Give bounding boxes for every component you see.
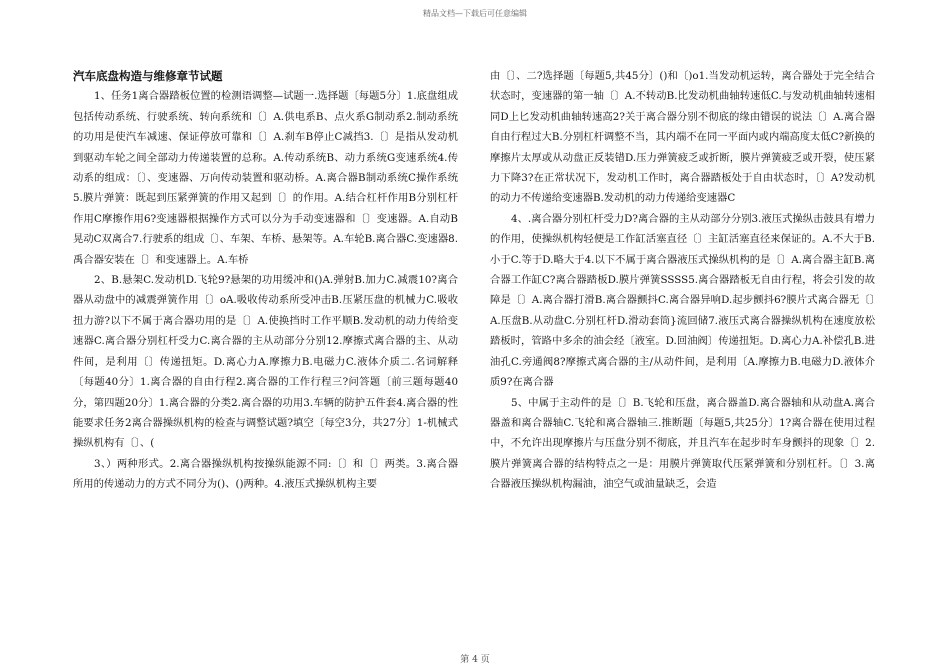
paragraph-5: 5、中属于主动件的是〔〕B.飞轮和压盘，离合器盖D.离合器轴和从动盘A.离合器盖和离合器轴C.飞轮和离合器轴三.推断题〔每题5,共25分〕1?离合器在使用过程中，不允许出现摩擦片与压盘分别不彻底，并且汽车在起步时车身颤抖的现象〔〕2.膜片弹簧离合器的结构特点之一是：用膜片弹簧取代压紧弹簧和分别杠杆。〔〕3.离合器液压操纵机构漏油，油空气或油量缺乏，会造 bbox=[490, 396, 875, 491]
paragraph-3: 3、）两种形式。2.离合器操纵机构按操纵能源不同:〔〕和〔〕两类。3.离合器所用的传递动力的方式不同分为()、()两种。4.液压式操纵机构主要 bbox=[73, 457, 458, 491]
right-column bbox=[490, 66, 875, 646]
paragraph-3-continued: 由〔〕、二?选择题〔每题5,共45分〕()和〔)o1.当发动机运转，离合器处于完全结合状态时，变速器的第一轴〔〕A.不转动B.比发动机曲轴转速低C.与发动机曲轴转速相同D上匕发动机曲轴转速高2?关于离合器分别不彻底的缘由错误的说法〔〕A.离合器自由行程过大B.分别杠杆调整不当，其内端不在同一平面内或内端高度太低C?新换的摩擦片太厚或从动盘正反装错D.压力弹簧疲乏或折断，膜片弹簧疲乏或开裂，使压紧力下降3?在正常状况下，发动机工作时，离合器踏板处于自由状态时，〔〕A?发动机的动力不传递给变速器B.发动机的动力传递给变速器C bbox=[490, 70, 875, 205]
paragraph-1: 1、任务1离合器踏板位置的检测语调整—试题一.选择题〔每题5分〕1.底盘组成包括传动系统、行驶系统、转向系统和〔〕A.供电系B、点火系G制动系2.制动系统的功用是使汽车减速、保证停放可靠和〔〕A.刹车B停止C减挡3.〔〕是指从发动机到驱动车轮之间全部动力传递装置的总称。A.传动系统B、动力系统G变速系统4.传动系的组成：〔〕、变速器、万向传动装置和驱动桥。A.离合器B制动系统C操作系统5.膜片弹簧：既起到压紧弹簧的作用又起到〔〕的作用。A.结合杠杆作用B分别杠杆作用C摩擦作用6?变速器根据操作方式可以分为手动变速器和〔〕变速器。A.自动B晃动C双离合7.行驶系的组成〔〕、车架、车桥、悬架等。A.车轮B.离合器C.变速器8.禹合器安装在〔〕和变速器上。A.车桥 bbox=[73, 90, 458, 266]
paragraph-4: 4、.离合器分别杠杆受力D?离合器的主从动部分分别3.液压式操纵击鼓具有增力的作用，使操纵机构轻便是工作缸活塞直径〔〕主缸活塞直径来保证的。A.不大于B.小于C.等于D.略大于4.以下不属于离合器液压式操纵机构的是〔〕A.离合器主缸B.离合器工作缸C?离合器踏板D.膜片弹簧SSSS5.离合器踏板无自由行程，将会引发的故障是〔〕A.离合器打滑B.离合器颤抖C.离合器异响D.起步颤抖6?膜片式离合器无〔〕A.压盘B.从动盘C.分别杠杆D.滑动套筒}流回储7.液压式离合器操纵机构在速度放松踏板时，管路中多余的油会经〔液室。D.回油阀〕传递扭矩。D.离心力A.补偿孔B.进油孔C.旁通阀8?摩擦式离合器的主/从动件间，是利用〔A.摩擦力B.电磁力D.液体介质9?在离合器 bbox=[490, 212, 875, 389]
document-title: 汽车底盘构造与维修章节试题 bbox=[73, 69, 223, 83]
page-number: 第 4 页 bbox=[460, 655, 490, 665]
left-column bbox=[73, 66, 458, 646]
page-header: 精品文档—下载后可任意编辑 bbox=[423, 9, 527, 18]
paragraph-2: 2、B.悬架C.发动机D.飞轮9?悬架的功用缓冲和()A.弹射B.加力C.减震10?离合器从动盘中的减震弹簧作用〔〕oA.吸收传动系所受冲击B.压紧压盘的机械力C.吸收扭力游?以下不属于离合器功用的是〔〕A.使换挡时工作平顺B.发动机的动力传给变速器C.离合器分别杠杆受力C.离合器的主从动部分分别12.摩擦式离合器的主、从动件间，是利用〔〕传递扭矩。D.离心力A.摩擦力B.电磁力C.液体介质二.名词解释〔每题40分〕1.离合器的自由行程2.离合器的工作行程三?问答题〔前三题每题40分，第四题20分〕1.离合器的分类2.离合器的功用3.车辆的防护五件套4.离合器的性能要求任务2离合器操纵机构的检查与调整试题?填空〔每空3分，共27分〕1-机械式操纵机构有〔〕、( bbox=[73, 274, 458, 450]
